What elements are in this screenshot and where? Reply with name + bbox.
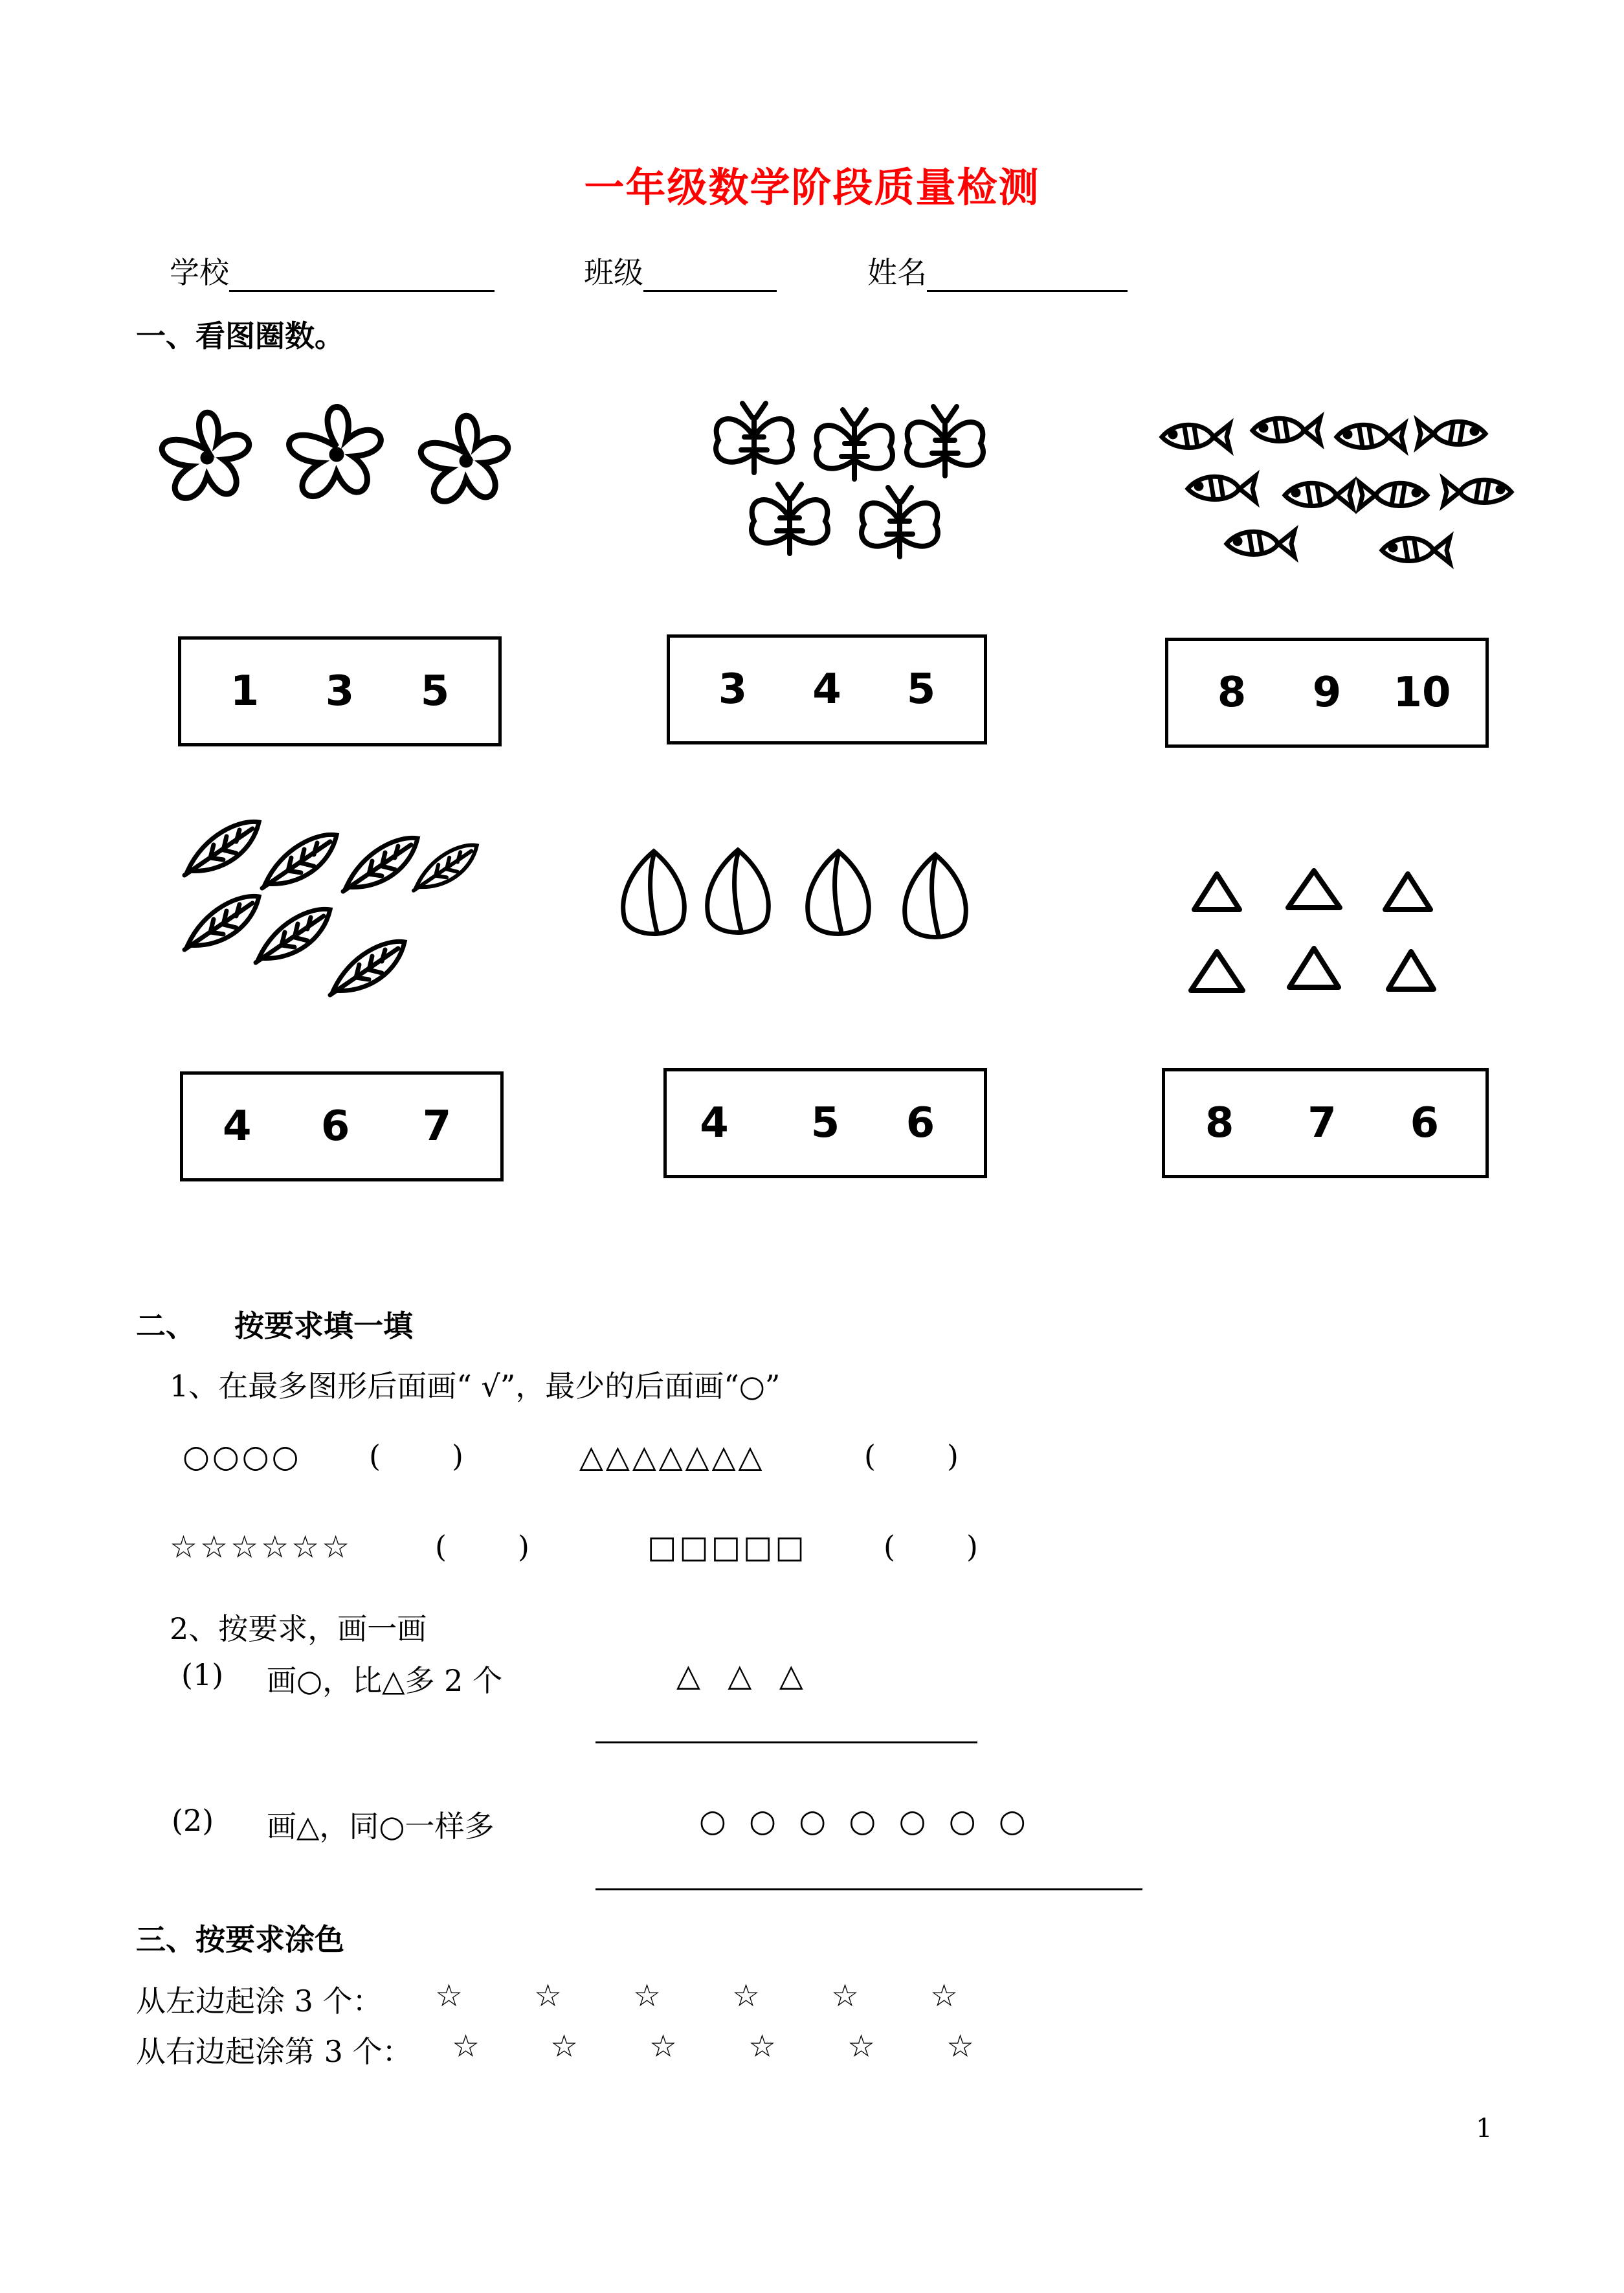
class-field[interactable] [584, 249, 777, 292]
name-field[interactable] [867, 249, 1128, 292]
class-label: 班级 [584, 255, 643, 290]
color-row-1-star-6[interactable]: ☆ [930, 1978, 961, 2014]
choice-1-2[interactable]: 3 [325, 667, 355, 715]
choice-4-2[interactable]: 6 [320, 1102, 350, 1150]
name-blank[interactable] [927, 262, 1128, 292]
butterflies-picture [706, 392, 990, 579]
choice-6-3[interactable]: 6 [1410, 1099, 1440, 1147]
choice-5-1[interactable]: 4 [700, 1099, 729, 1147]
section2-heading-number: 二、 [136, 1308, 195, 1343]
number-choice-box-2 [667, 634, 987, 744]
leaves-picture [175, 800, 485, 1020]
school-label: 学校 [170, 255, 229, 290]
drawing-line-1[interactable] [595, 1741, 977, 1743]
color-row-1-star-4[interactable]: ☆ [732, 1978, 763, 2014]
subquestion-2-number: (2) [172, 1803, 214, 1838]
squares-row: □□□□□ [647, 1529, 807, 1565]
stars-row: ☆☆☆☆☆☆ [170, 1529, 353, 1565]
choice-4-3[interactable]: 7 [422, 1102, 452, 1150]
choice-2-3[interactable]: 5 [906, 666, 936, 713]
subquestion-1-number: (1) [181, 1657, 224, 1692]
color-row-2-star-1[interactable]: ☆ [452, 2028, 483, 2064]
number-choice-box-3 [1165, 638, 1489, 748]
color-row-1-star-3[interactable]: ☆ [633, 1978, 664, 2014]
section3-heading: 三、按要求涂色 [136, 1922, 344, 1957]
number-choice-box-6 [1162, 1068, 1489, 1178]
choice-1-1[interactable]: 1 [230, 667, 260, 715]
choice-5-3[interactable]: 6 [906, 1099, 935, 1147]
choice-3-3[interactable]: 10 [1393, 669, 1451, 717]
choice-5-2[interactable]: 5 [810, 1099, 840, 1147]
choice-3-1[interactable]: 8 [1217, 669, 1247, 717]
choice-6-1[interactable]: 8 [1205, 1099, 1234, 1147]
answer-paren-circles[interactable]: ( ) [369, 1438, 463, 1473]
color-row-1-label: 从左边起涂 3 个： [136, 1984, 383, 2019]
subquestion-1-shapes: △ △ △ [676, 1657, 806, 1694]
choice-2-1[interactable]: 3 [718, 666, 748, 713]
question-1-prompt: 1、在最多图形后面画“ √”，最少的后面画“○” [170, 1369, 781, 1404]
section1-heading: 一、看图圈数。 [136, 319, 344, 353]
answer-paren-stars[interactable]: ( ) [435, 1529, 529, 1564]
color-row-2-label: 从右边起涂第 3 个： [136, 2034, 412, 2069]
number-choice-box-5 [663, 1068, 987, 1178]
color-row-1-star-1[interactable]: ☆ [435, 1978, 466, 2014]
school-blank[interactable] [229, 262, 495, 292]
page-number: 1 [1476, 2114, 1493, 2143]
circles-row: ○○○○ [183, 1438, 302, 1475]
number-choice-box-1 [178, 636, 502, 746]
class-blank[interactable] [643, 262, 777, 292]
triangles-row: △△△△△△△ [579, 1438, 765, 1475]
school-field[interactable] [170, 249, 495, 292]
color-row-1-star-2[interactable]: ☆ [534, 1978, 565, 2014]
peaches-picture [615, 835, 977, 952]
page-title: 一年级数学阶段质量检测 [584, 164, 1040, 211]
question-2-prompt: 2、按要求，画一画 [170, 1611, 427, 1646]
number-choice-box-4 [180, 1071, 504, 1181]
triangles-picture [1185, 861, 1476, 1010]
answer-paren-triangles[interactable]: ( ) [864, 1438, 959, 1473]
subquestion-1-text: 画○，比△多 2 个 [267, 1663, 503, 1698]
choice-4-1[interactable]: 4 [223, 1102, 252, 1150]
color-row-2-star-4[interactable]: ☆ [748, 2028, 779, 2064]
subquestion-2-text: 画△，同○一样多 [267, 1809, 495, 1844]
fish-picture [1152, 392, 1521, 586]
name-label: 姓名 [867, 255, 927, 290]
choice-1-3[interactable]: 5 [420, 667, 450, 715]
color-row-2-star-5[interactable]: ☆ [847, 2028, 878, 2064]
flowers-picture [152, 388, 534, 531]
choice-2-2[interactable]: 4 [812, 666, 841, 713]
color-row-2-star-3[interactable]: ☆ [649, 2028, 680, 2064]
choice-3-2[interactable]: 9 [1312, 669, 1342, 717]
subquestion-2-shapes: ○ ○ ○ ○ ○ ○ ○ [699, 1803, 1032, 1839]
drawing-line-2[interactable] [595, 1888, 1142, 1890]
color-row-2-star-2[interactable]: ☆ [550, 2028, 581, 2064]
section2-heading: 按要求填一填 [234, 1308, 413, 1343]
color-row-2-star-6[interactable]: ☆ [946, 2028, 977, 2064]
color-row-1-star-5[interactable]: ☆ [831, 1978, 862, 2014]
answer-paren-squares[interactable]: ( ) [884, 1529, 978, 1564]
choice-6-2[interactable]: 7 [1307, 1099, 1337, 1147]
